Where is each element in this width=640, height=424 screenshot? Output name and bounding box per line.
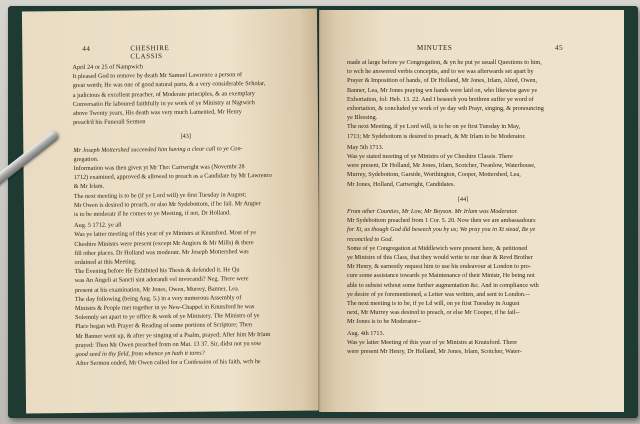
text-line: prayed: Then Mr Owen preached from on Mat. 13 37. Sir, didst not yu sow (75, 339, 262, 349)
text-line: ye Blessing. (347, 114, 378, 122)
text-line: Mr Owen is desired to preach, or also Mr Sydebottom, if he fail. Mr Angier (73, 199, 261, 209)
text-line: able to subsist wthout some further augmentation &c. And in compliance wth (347, 281, 539, 289)
text-line: Information was then given yt Mr Tho: Cartwright was (Novembr 28 (73, 163, 245, 173)
text-line: After Sermon ended, Mr Owen called for a Confession of his faith, wch he (75, 358, 261, 368)
text-line: 1712) examined, approved & allowed to preach as a Candidate by Mr Lawrence (73, 172, 273, 182)
text-line: to wch he answered verbis conceptis, and to we was afterwards set apart by (347, 68, 534, 76)
text-line: exhortation, & concluded ye work of ye day wth Prayr, singing, & pronouncing (347, 105, 544, 113)
text-line: Conversatio He laboured faithfully in ye work of ye Ministry at Nigtwich (72, 98, 255, 108)
text-line: The next meeting is to be, if ye Ld will, on ye first Tuesday in August (347, 300, 520, 308)
text-line: Mr Jones is to be Moderator-- (347, 318, 421, 326)
text-line: Solemnly set apart to ye office & work of ye Ministery. The Ministrs of ye (75, 312, 260, 322)
text-line: Was ye stated meeting of ye Ministrs of ye Cheshire Classis. There (347, 153, 513, 161)
left-page-text (72, 59, 300, 369)
text-line: ordained at this Meeting. (74, 258, 137, 267)
date-heading: May 5th 1713. (347, 143, 384, 151)
text-line: & Mr Irlam. (73, 183, 105, 191)
text-line: preach'd his Funerall Sermon (73, 118, 146, 127)
text-line: present at his examination, Mr Jones, Owen, Murrey, Banner, Lea. (74, 284, 240, 294)
text-line: Mr Joseph Mottershed succeeded him having a clear call to ye Con- (73, 144, 243, 154)
text-line: fill other places. Dr Holland was moderatr. Mr Joseph Mottershed was (74, 248, 249, 257)
text-line: Banner, Lea, Mr Jones praying wn hands were laid on, who likewise gave ye (347, 86, 538, 94)
left-running-title: CHESHIRE CLASSIS (130, 44, 170, 61)
right-running-title: MINUTES (417, 44, 453, 52)
right-page (319, 10, 624, 412)
text-line: were present, Dr Holland, Mr Jones, Irlam, Scotcher, Twanlow, Waterhouse, (347, 162, 536, 170)
text-line: Murrey, Sydebottom, Garside, Worthington, Cooper, Mottershed, Lea, (347, 171, 521, 179)
text-line: gregation. (73, 155, 99, 163)
text-line: Mr Sydebottom preached from 1 Cor. 5. 20. Now then we are ambassadours (347, 217, 536, 225)
text-line: Was ye latter meeting of this year of ye Ministrs at Knutsford. Most of ye (74, 229, 257, 239)
text-line: ye Ministrs of this Class, that they would write to our dear & Revd Brother (347, 254, 533, 262)
text-line: made at large before ye Congregation, & yn he put ye usuall Questions to him, (347, 59, 542, 66)
text-line: a judicious & excellent preacher, of Moderate principles, & an exemplary (72, 89, 256, 99)
text-line: Mr Henry, & earnestly request him to use his endeavour at London to pro- (347, 263, 531, 271)
date-heading: Aug. 5 1712. ye all (74, 221, 122, 230)
text-line: From other Counties, Mr Low, Mr Boyson. Mr Irlam was Moderator. (347, 208, 518, 216)
text-line: for Xt, as though God did beseech you by us; We pray you in Xt stead, Be ye (347, 226, 536, 234)
right-page-text (347, 58, 579, 356)
left-page (22, 8, 321, 413)
text-line: was An Angeli at Sancti sint adorandi vel invocandi? Neg. There were (74, 275, 249, 285)
gutter-shadow (318, 10, 321, 412)
date-heading: Aug. 4th 1713. (347, 329, 385, 337)
text-line: It pleased God to remove by death Mr Samuel Lawrence a person of (72, 71, 243, 81)
text-line: above Twenty years, His death was very much Lamented, Mr Henry (72, 108, 242, 118)
text-line: Cheshire Ministrs were present (except Mr Angiers & Mr Mills) & there (74, 238, 254, 248)
text-line: good seed in thy field, from whence yn hath it tares? (75, 349, 205, 359)
text-line: were present Mr Henry, Dr Holland, Mr Jones, Irlam, Scotcher, Water- (347, 348, 522, 356)
text-line: 1713; Mr Sydebottom is desired to preach, & Mr Irlam to be Moderator. (347, 132, 526, 140)
text-line: The next meeting is to be (if ye Lord will) ye first Tuesday in August; (73, 190, 247, 200)
text-line: Prayer & Imposition of hands, of Dr Holland, Mr Jones, Irlam, Alred, Owen, (347, 77, 538, 85)
text-line: The next Meeting, if ye Lord will, is to be on ye first Tuesday in May, (347, 123, 521, 131)
section-number: [43] (180, 133, 191, 141)
text-line: cure some assistance towards ye Maintenance of their Ministr, He being not (347, 272, 535, 280)
text-line: Some of ye Congregation at Middlewich were present here, & petitioned (347, 244, 528, 252)
right-page-number: 45 (555, 44, 564, 52)
text-line: April 24 or 25 of Nampwich (72, 63, 144, 72)
section-number: [44] (457, 195, 469, 203)
text-line: Ministrs & People met together in ye New-Chappel in Knutsford he was (74, 303, 255, 313)
text-line: great worth; He was one of good natural parts, & a very considerable Scholar, (72, 80, 266, 90)
text-line: The day following (being Aug. 5.) in a very numerous Assembly of (74, 294, 242, 303)
text-line: reconciled to God. (347, 235, 393, 243)
text-line: Mr Banner went up, & after ye singing of a Psalm, prayed; After him Mr Irlam (75, 330, 271, 340)
text-line: The Evening before He Exhibited his Thesis & defended it. He Qu (74, 266, 240, 276)
text-line: Mr Jones, Holland, Cartwright, Candidates. (347, 180, 455, 188)
text-line: Exhortation, fol: Heb. 13. 22. And I beseech you brethren suffer ye word of (347, 95, 534, 103)
left-page-number: 44 (82, 44, 91, 53)
text-line: next, Mr Murrey was desired to preach, or else Mr Cooper, if he fail-- (347, 309, 520, 317)
text-line: Place began wth Prayer & Reading of some portions of Scripture; Then (75, 321, 252, 331)
text-line: Was ye latter Meeting of this year of ye Ministrs at Knutsford. There (347, 338, 518, 346)
text-line: ye desire of ye forementioned, a Letter was written, and sent to London.-- (347, 290, 530, 298)
text-line: is to be moderatr if he comes to ye Meeting, if not, Dr Holland. (73, 209, 231, 219)
